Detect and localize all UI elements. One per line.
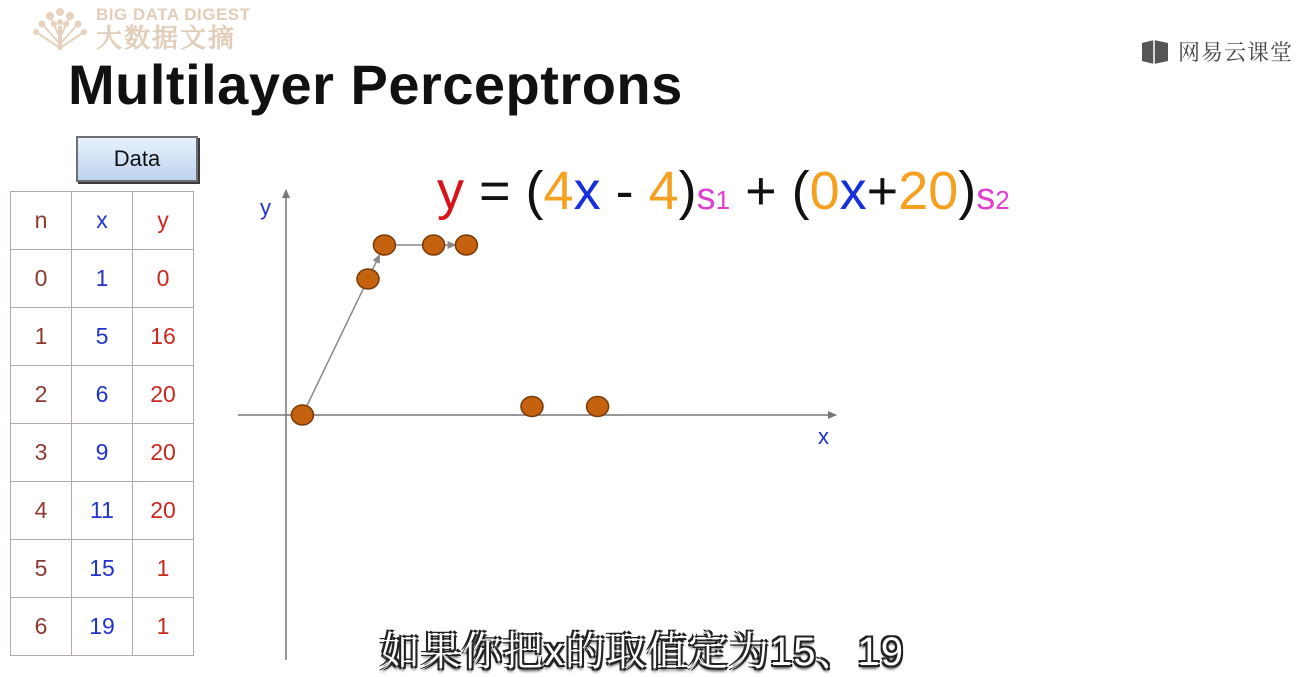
header-x: x	[72, 192, 133, 250]
cell-y: 20	[133, 482, 194, 540]
cell-x: 5	[72, 308, 133, 366]
cell-x: 19	[72, 598, 133, 656]
cell-y: 1	[133, 598, 194, 656]
cell-n: 0	[11, 250, 72, 308]
cell-n: 6	[11, 598, 72, 656]
x-axis-label: x	[818, 424, 829, 449]
watermark-chinese: 大数据文摘	[96, 22, 237, 53]
slide-title: Multilayer Perceptrons	[68, 53, 683, 116]
eq-x-1: x	[573, 161, 601, 221]
data-point-3	[423, 235, 445, 255]
data-button[interactable]: Data	[76, 136, 198, 182]
eq-close-1: )	[678, 161, 697, 221]
cell-y: 20	[133, 366, 194, 424]
eq-s1-sub: 1	[715, 185, 731, 215]
eq-y: y	[437, 161, 464, 221]
eq-minus: -	[600, 161, 649, 221]
y-axis-label: y	[260, 195, 271, 220]
cell-y: 20	[133, 424, 194, 482]
eq-close-2: )	[958, 161, 977, 221]
data-point-0	[291, 405, 313, 425]
data-point-1	[357, 269, 379, 289]
subtitle-caption: 如果你把x的取值定为15、19	[380, 630, 904, 674]
cell-x: 9	[72, 424, 133, 482]
cell-x: 15	[72, 540, 133, 598]
eq-coef-3: 0	[809, 161, 840, 221]
data-point-5	[521, 397, 543, 417]
cell-y: 16	[133, 308, 194, 366]
header-n: n	[11, 192, 72, 250]
cell-n: 2	[11, 366, 72, 424]
eq-s1: s	[696, 176, 716, 218]
cell-y: 0	[133, 250, 194, 308]
brand-text: 网易云课堂	[1177, 40, 1293, 65]
eq-coef-2: 4	[648, 161, 679, 221]
eq-x-2: x	[839, 161, 867, 221]
data-point-2	[373, 235, 395, 255]
data-points	[291, 235, 608, 425]
cell-x: 6	[72, 366, 133, 424]
cell-x: 11	[72, 482, 133, 540]
cell-y: 1	[133, 540, 194, 598]
eq-s2: s	[976, 176, 996, 218]
eq-plus: + (	[730, 161, 810, 221]
data-point-6	[587, 397, 609, 417]
watermark-english: BIG DATA DIGEST	[96, 4, 251, 24]
eq-s2-sub: 2	[995, 185, 1010, 215]
cell-n: 4	[11, 482, 72, 540]
cell-n: 1	[11, 308, 72, 366]
arrows	[302, 245, 455, 415]
header-y: y	[133, 192, 194, 250]
eq-equals: = (	[464, 161, 544, 221]
cell-n: 3	[11, 424, 72, 482]
data-point-4	[455, 235, 477, 255]
eq-coef-1: 4	[543, 161, 574, 221]
cell-x: 1	[72, 250, 133, 308]
eq-coef-4: 20	[898, 161, 959, 221]
cell-n: 5	[11, 540, 72, 598]
eq-plus-2: +	[866, 161, 899, 221]
